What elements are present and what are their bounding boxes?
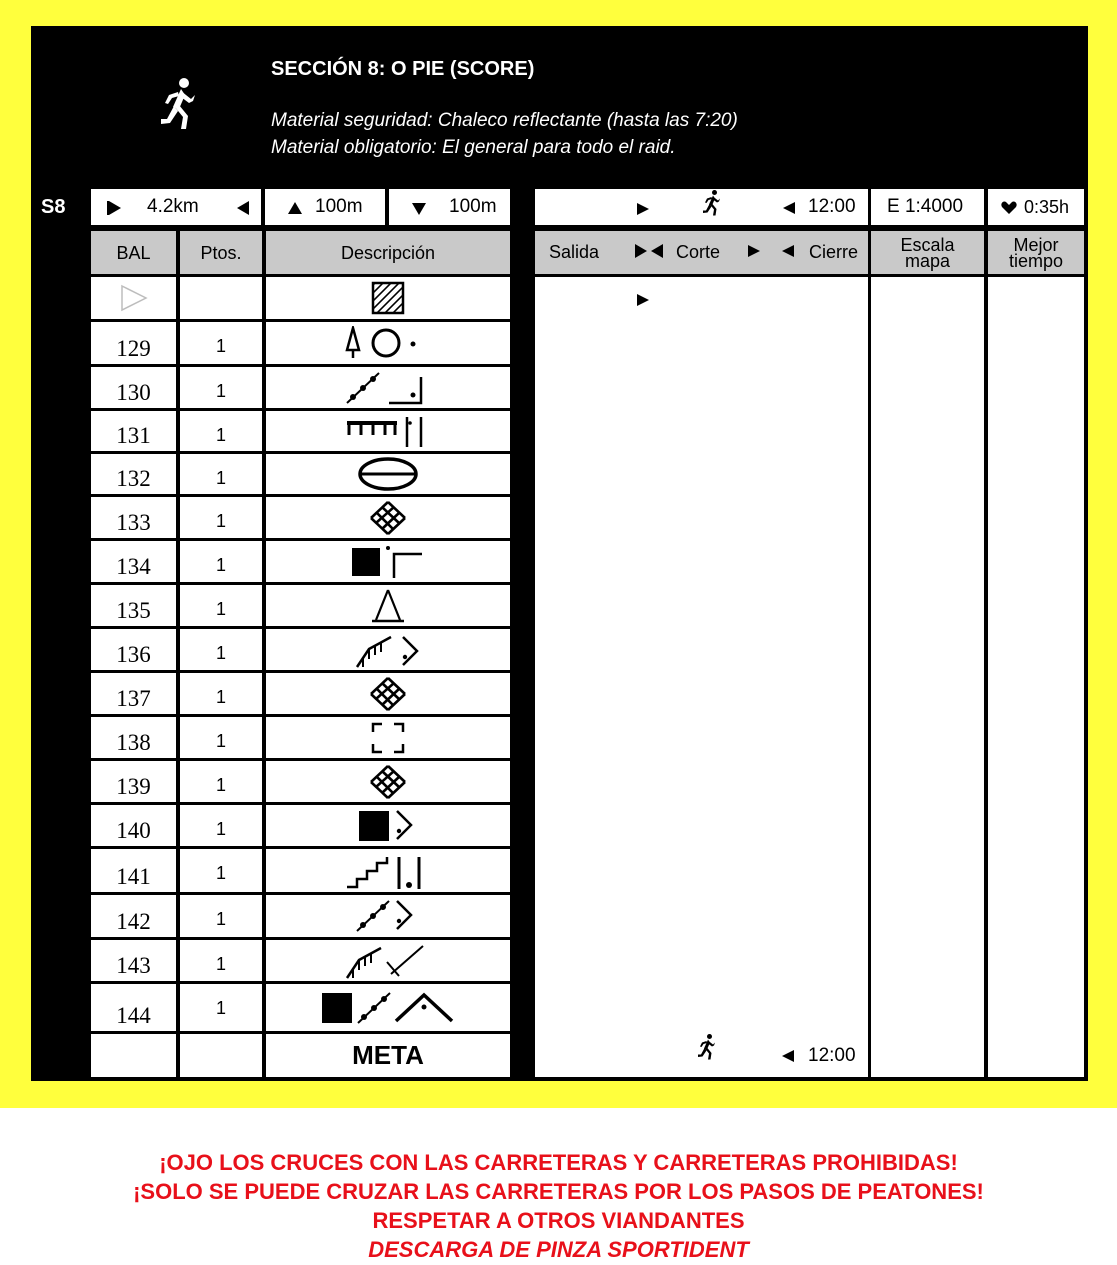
tree-circle-dot-icon xyxy=(343,326,433,360)
warning-line-2: ¡SOLO SE PUEDE CRUZAR LAS CARRETERAS POR LOS PASOS DE PEATONES! xyxy=(133,1179,984,1204)
start-arrow-icon xyxy=(105,199,123,217)
area-dashed-square-icon xyxy=(368,720,408,756)
scale-column xyxy=(871,277,984,1077)
control-points: 1 xyxy=(180,497,262,538)
special-cross-hatch-icon xyxy=(368,677,408,711)
wall-end-point-icon xyxy=(353,631,423,669)
control-points: 1 xyxy=(180,367,262,408)
descent-box xyxy=(389,189,510,225)
map-scale-value: E 1:4000 xyxy=(887,196,964,217)
control-description-symbol xyxy=(266,629,510,670)
mandatory-material: Material obligatorio: El general para todo el raid. xyxy=(271,137,676,158)
control-points: 1 xyxy=(180,895,262,937)
warning-line-1: ¡OJO LOS CRUCES CON LAS CARRETERAS Y CARRETERAS PROHIBIDAS! xyxy=(159,1150,958,1175)
special-cross-hatch-icon xyxy=(368,501,408,535)
control-number: 130 xyxy=(91,367,176,408)
control-description-symbol xyxy=(266,367,510,408)
ascent-value: 100m xyxy=(315,196,363,217)
square-fence-roof-icon xyxy=(318,989,458,1027)
control-number: 132 xyxy=(91,454,176,494)
header-escala xyxy=(871,231,984,274)
fence-end-point-icon xyxy=(353,897,423,935)
control-points: 1 xyxy=(180,984,262,1031)
control-number: 142 xyxy=(91,895,176,937)
header-salida: Salida xyxy=(549,242,600,262)
arrow-right-icon xyxy=(636,293,650,307)
best-time-column xyxy=(988,277,1084,1077)
timing-box xyxy=(535,189,868,225)
start-pts-cell xyxy=(180,277,262,319)
control-description-symbol xyxy=(266,411,510,451)
header-descripcion: Descripción xyxy=(266,231,510,274)
control-points: 1 xyxy=(180,849,262,892)
descent-value: 100m xyxy=(449,196,497,217)
stairs-bar-dot-icon xyxy=(343,851,433,891)
control-number: 134 xyxy=(91,541,176,582)
finish-label-cell xyxy=(266,1034,510,1077)
start-desc-cell xyxy=(266,277,510,319)
control-points: 1 xyxy=(180,411,262,451)
square-corner-outside-icon xyxy=(348,544,428,580)
distance-box xyxy=(91,189,261,225)
header-mejor xyxy=(988,231,1084,274)
control-points: 1 xyxy=(180,322,262,364)
arrow-left-icon xyxy=(781,1049,795,1063)
control-points: 1 xyxy=(180,717,262,758)
header-escala-line1: Escala xyxy=(900,234,955,255)
section-title: SECCIÓN 8: O PIE (SCORE) xyxy=(271,58,535,80)
runner-icon xyxy=(159,77,199,135)
arrow-right-icon xyxy=(747,244,761,258)
special-cross-hatch-icon xyxy=(368,765,408,799)
finish-time: 12:00 xyxy=(808,1045,856,1066)
runner-icon-small xyxy=(702,189,722,219)
start-triangle-icon xyxy=(119,284,149,312)
arrow-left-icon xyxy=(782,201,796,215)
wall-side-bar-icon xyxy=(343,413,433,449)
start-bal-cell xyxy=(91,277,176,319)
header-corte: Corte xyxy=(676,242,721,262)
warning-line-3: RESPETAR A OTROS VIANDANTES xyxy=(372,1208,745,1233)
control-description-symbol xyxy=(266,454,510,494)
best-time-value: 0:35h xyxy=(1024,197,1070,217)
distance-value: 4.2km xyxy=(147,196,199,217)
control-description-symbol xyxy=(266,805,510,846)
runner-icon-box xyxy=(91,29,262,182)
control-points: 1 xyxy=(180,805,262,846)
wall-foot-slash-icon xyxy=(343,942,433,980)
best-time-box xyxy=(988,189,1084,225)
control-description-symbol xyxy=(266,984,510,1031)
title-box xyxy=(264,29,1084,182)
control-number: 143 xyxy=(91,940,176,981)
arrow-right-icon xyxy=(636,202,650,216)
control-number: 131 xyxy=(91,411,176,451)
square-end-point-icon xyxy=(353,807,423,845)
warning-line-4: DESCARGA DE PINZA SPORTIDENT xyxy=(368,1237,749,1262)
runner-icon-small xyxy=(697,1033,717,1063)
ascent-triangle-icon xyxy=(287,200,303,216)
control-number: 135 xyxy=(91,585,176,626)
descent-triangle-icon xyxy=(411,201,427,217)
control-description-symbol xyxy=(266,673,510,714)
arrow-left-icon xyxy=(781,244,795,258)
control-points: 1 xyxy=(180,940,262,981)
elongated-oval-icon xyxy=(353,456,423,492)
control-number: 141 xyxy=(91,849,176,892)
arrow-left-icon xyxy=(235,200,251,216)
hatched-square-icon xyxy=(371,281,405,315)
header-bal: BAL xyxy=(91,231,176,274)
map-scale-box xyxy=(871,189,984,225)
timing-column xyxy=(535,277,868,1077)
safety-material: Material seguridad: Chaleco reflectante (hasta las 7:20) xyxy=(271,110,738,131)
control-description-sheet xyxy=(31,26,1088,1081)
tower-triangle-icon xyxy=(368,588,408,624)
finish-pts-cell xyxy=(180,1034,262,1077)
header-mejor-line2: tiempo xyxy=(1008,250,1064,271)
warning-footer xyxy=(0,1148,1117,1264)
control-description-symbol xyxy=(266,940,510,981)
control-number: 138 xyxy=(91,717,176,758)
header-escala-line2: mapa xyxy=(904,250,951,271)
heart-icon xyxy=(1001,201,1017,215)
control-number: 137 xyxy=(91,673,176,714)
control-points: 1 xyxy=(180,541,262,582)
bowtie-icon xyxy=(634,243,664,259)
control-description-symbol xyxy=(266,541,510,582)
control-points: 1 xyxy=(180,454,262,494)
ascent-box xyxy=(265,189,385,225)
control-description-symbol xyxy=(266,585,510,626)
control-description-symbol xyxy=(266,717,510,758)
control-description-symbol xyxy=(266,895,510,937)
control-points: 1 xyxy=(180,673,262,714)
finish-label: META xyxy=(352,1040,424,1070)
corte-time: 12:00 xyxy=(808,196,856,217)
control-number: 140 xyxy=(91,805,176,846)
fence-corner-inside-icon xyxy=(343,369,433,407)
control-description-symbol xyxy=(266,322,510,364)
control-number: 139 xyxy=(91,761,176,802)
header-cierre: Cierre xyxy=(809,242,859,262)
control-description-symbol xyxy=(266,497,510,538)
finish-bal-cell xyxy=(91,1034,176,1077)
control-number: 129 xyxy=(91,322,176,364)
control-points: 1 xyxy=(180,761,262,802)
header-mejor-line1: Mejor xyxy=(1013,234,1059,255)
control-number: 144 xyxy=(91,984,176,1031)
control-points: 1 xyxy=(180,585,262,626)
control-points: 1 xyxy=(180,629,262,670)
section-code: S8 xyxy=(41,196,66,218)
control-description-symbol xyxy=(266,761,510,802)
control-description-symbol xyxy=(266,849,510,892)
control-number: 133 xyxy=(91,497,176,538)
control-number: 136 xyxy=(91,629,176,670)
header-ptos: Ptos. xyxy=(180,231,262,274)
